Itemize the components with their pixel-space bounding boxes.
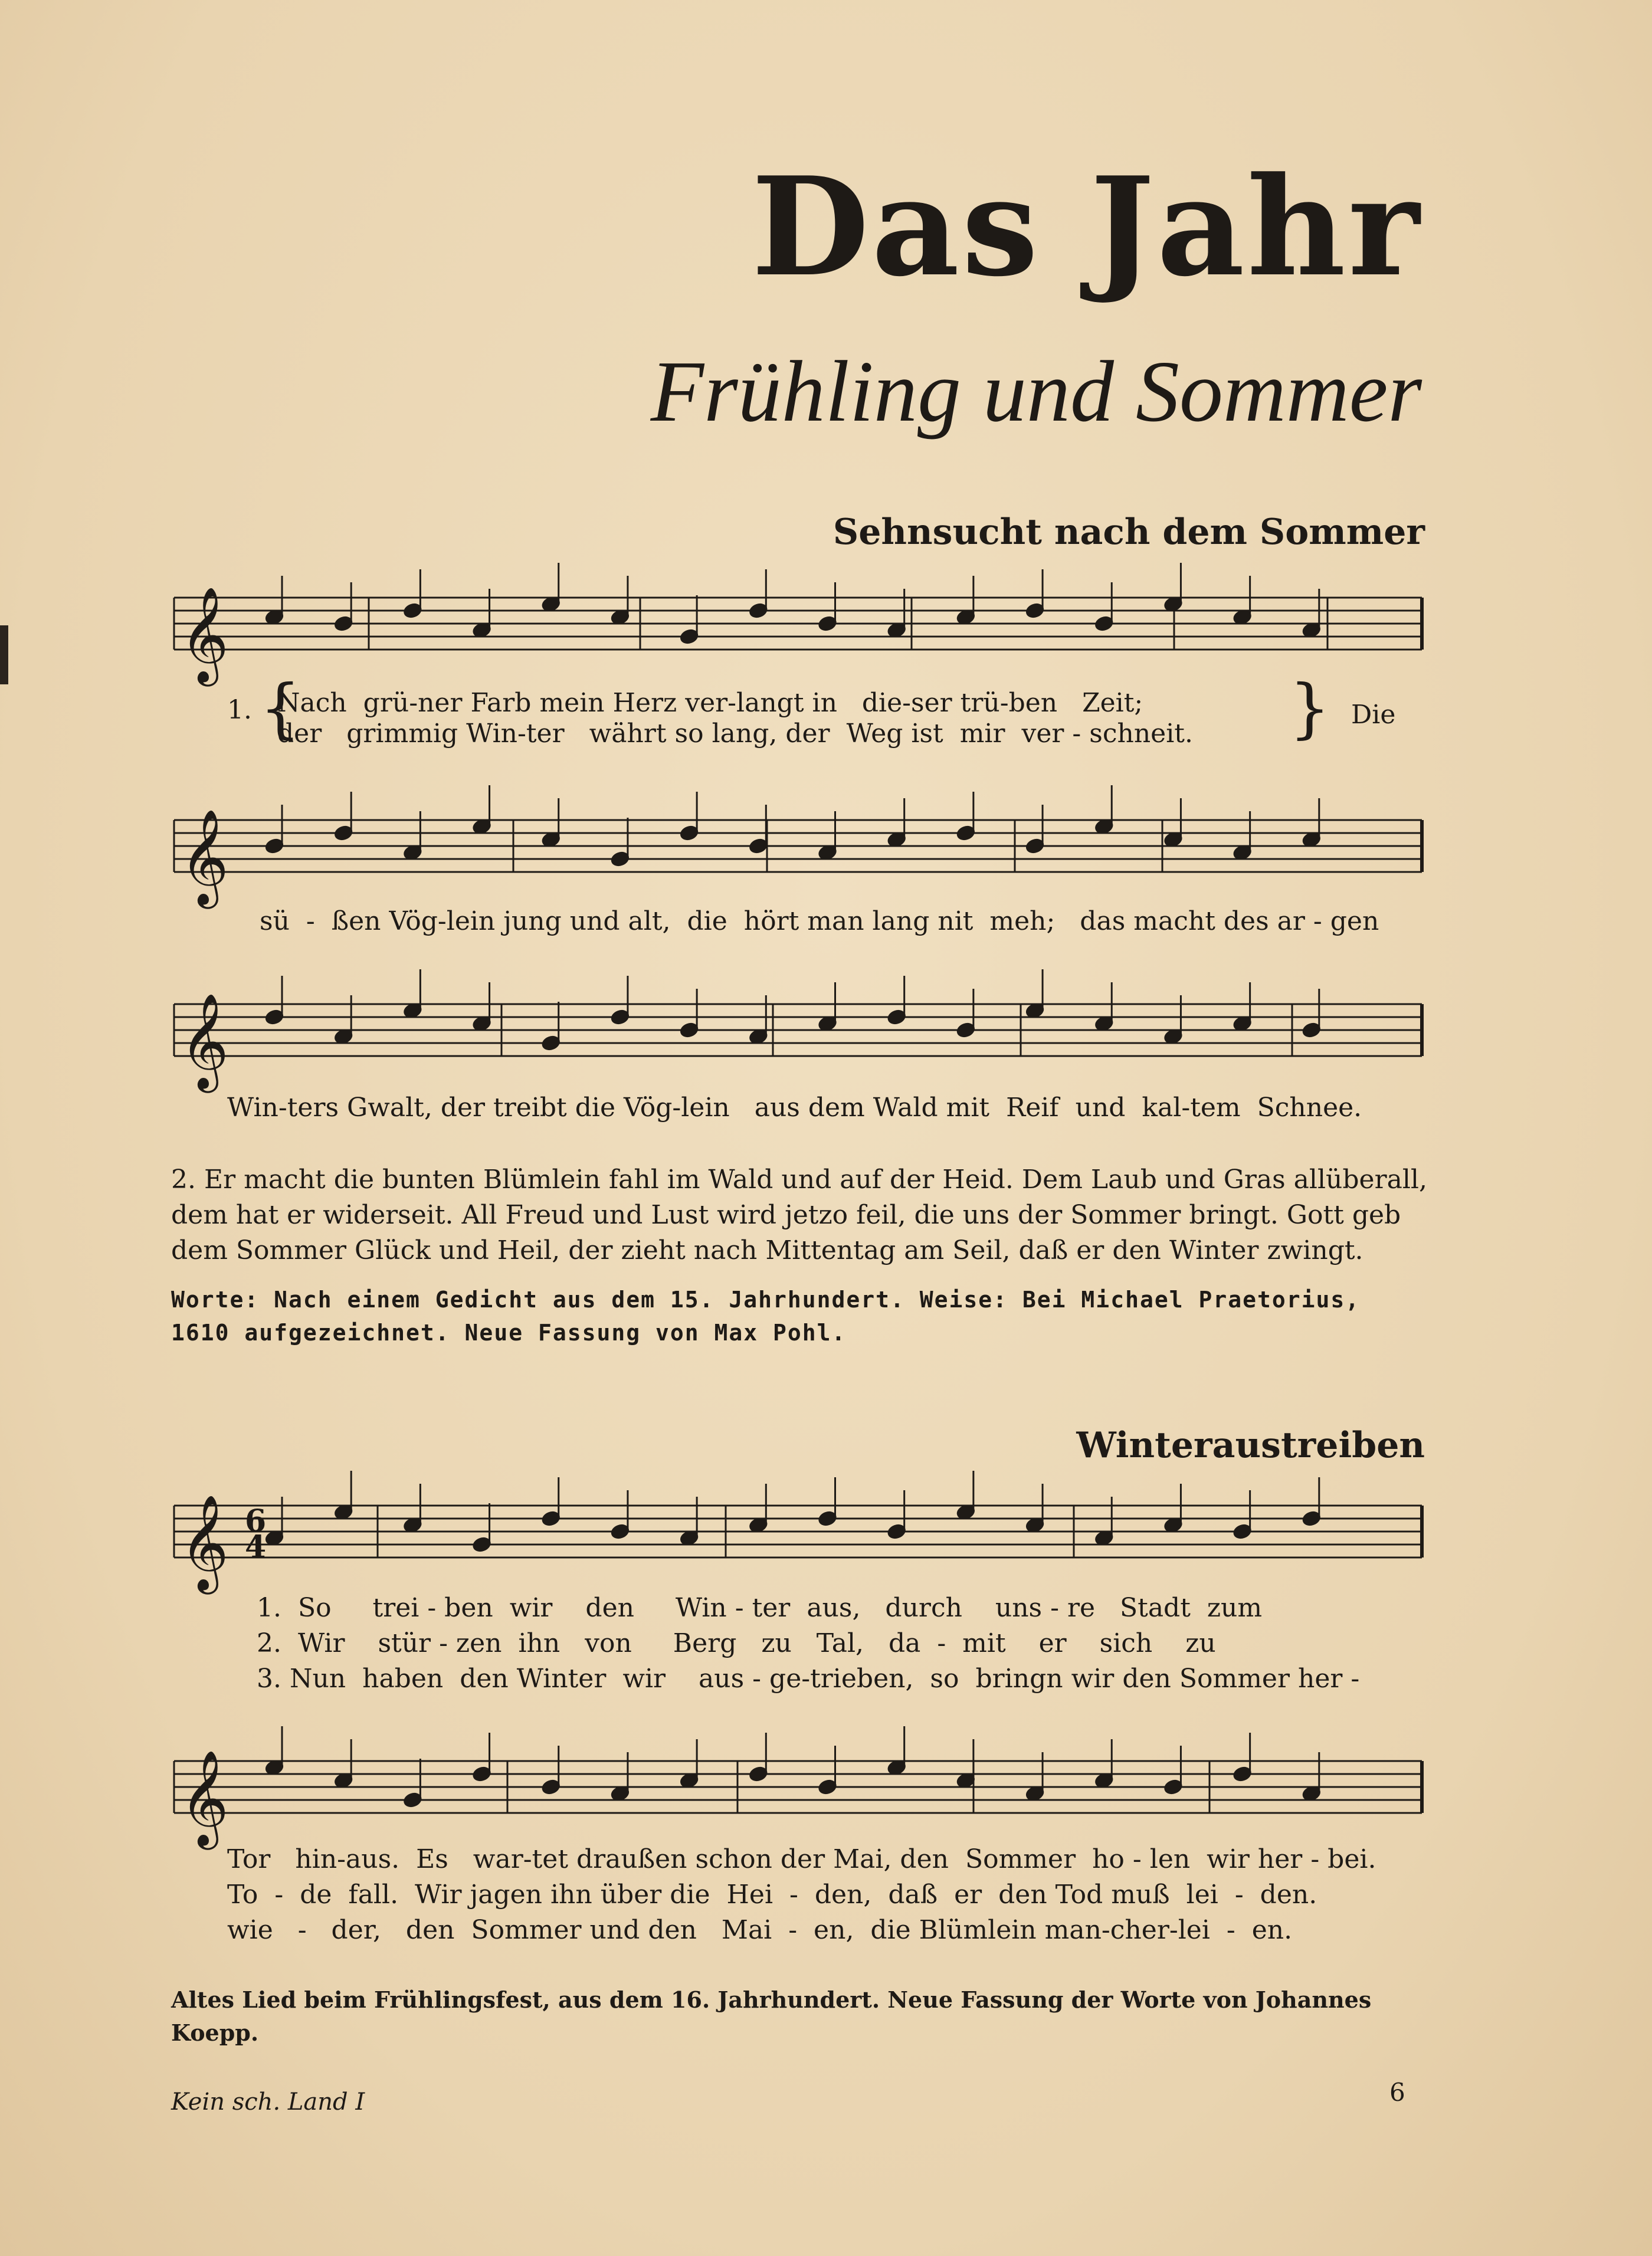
footer-left: Kein sch. Land I xyxy=(171,2088,365,2116)
song1-lyric-die: Die xyxy=(1351,700,1396,730)
page-title: Das Jahr xyxy=(751,147,1422,307)
song2-row2-verse2: To - de fall. Wir jagen ihn über die Hei - den, daß er den Tod muß lei - den. xyxy=(227,1880,1317,1910)
song1-lyric-line3: Win-ters Gwalt, der treibt die Vög-lein aus dem Wald mit Reif und kal-tem Schnee. xyxy=(227,1093,1362,1123)
song2-row1-verse3: 3. Nun haben den Winter wir aus - ge-trieben, so bringn wir den Sommer her - xyxy=(257,1664,1360,1694)
song1-title: Sehnsucht nach dem Sommer xyxy=(832,511,1425,553)
song2-row2-verse3: wie - der, den Sommer und den Mai - en, die Blümlein man-cher-lei - en. xyxy=(227,1915,1293,1945)
song2-row2-verse1: Tor hin-aus. Es war-tet draußen schon der Mai, den Sommer ho - len wir her - bei. xyxy=(227,1844,1376,1874)
song2-credit: Altes Lied beim Frühlingsfest, aus dem 16. Jahrhundert. Neue Fassung der Worte von Johannes Koepp. xyxy=(171,1986,1372,2046)
song1-lyric-line1b: der grimmig Win-ter währt so lang, der Weg ist mir ver - schneit. xyxy=(277,719,1193,749)
treble-clef-icon: 𝄞 xyxy=(180,809,229,905)
treble-clef-icon: 𝄞 xyxy=(180,993,229,1089)
song2-row1-verse2: 2. Wir stür - zen ihn von Berg zu Tal, da - mit er sich zu xyxy=(257,1628,1216,1658)
song1-verse2: 2. Er macht die bunten Blümlein fahl im Wald und auf der Heid. Dem Laub und Gras allüberall, dem hat er widerseit. All Freud und Lust wird jetzo feil, die uns der Sommer bringt. Gott geb dem Sommer Glück und Heil, der zieht nach Mittentag am Seil, daß er den Winter zwingt. xyxy=(171,1165,1427,1265)
song1-credit: Worte: Nach einem Gedicht aus dem 15. Jahrhundert. Weise: Bei Michael Praetorius, 1610 aufgezeichnet. Neue Fassung von Max Pohl. xyxy=(171,1287,1361,1346)
song2-title: Winteraustreiben xyxy=(1076,1425,1425,1466)
treble-clef-icon: 𝄞 xyxy=(180,586,229,683)
song1-verse-number: 1. xyxy=(227,695,252,725)
time-signature-bottom: 4 xyxy=(245,1529,267,1565)
time-signature-top: 6 xyxy=(245,1503,267,1539)
page-subtitle: Frühling und Sommer xyxy=(650,343,1422,440)
treble-clef-icon: 𝄞 xyxy=(180,1494,229,1591)
treble-clef-icon: 𝄞 xyxy=(180,1750,229,1846)
lyric-brace-right: } xyxy=(1289,670,1330,746)
page-number: 6 xyxy=(1389,2078,1405,2107)
song2-row1-verse1: 1. So trei - ben wir den Win - ter aus, durch uns - re Stadt zum xyxy=(257,1593,1263,1623)
song1-lyric-line2: sü - ßen Vög-lein jung und alt, die hört man lang nit meh; das macht des ar - gen xyxy=(260,906,1379,936)
song1-lyric-line1a: Nach grü-ner Farb mein Herz ver-langt in die-ser trü-ben Zeit; xyxy=(277,688,1143,718)
lyric-brace-left: { xyxy=(260,670,301,746)
